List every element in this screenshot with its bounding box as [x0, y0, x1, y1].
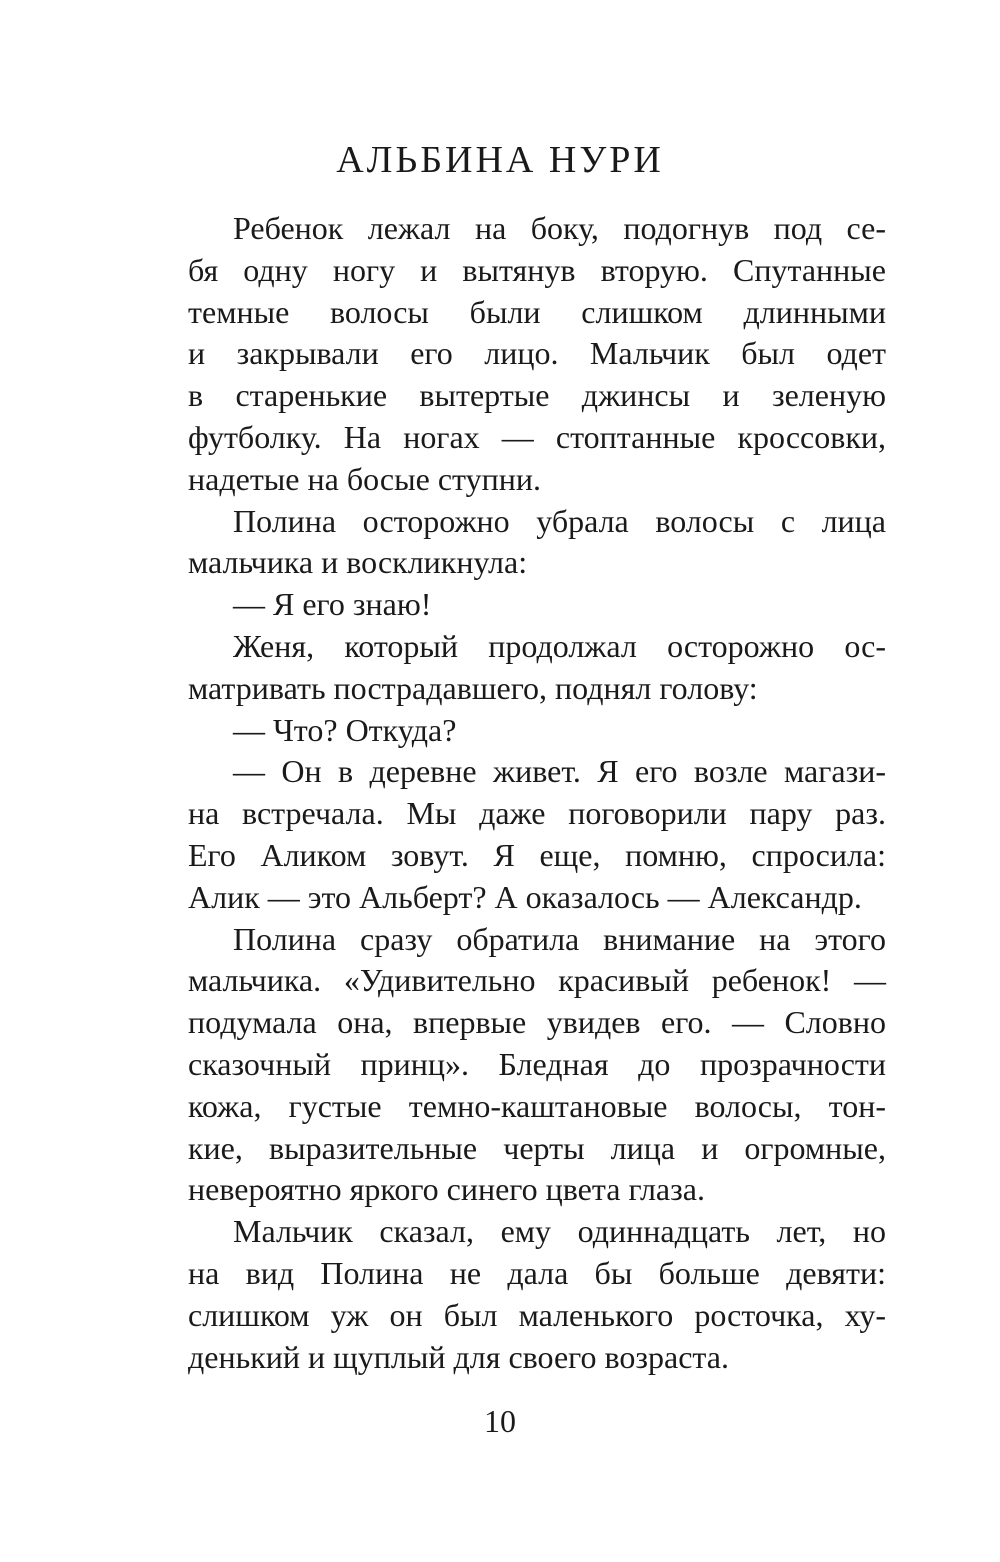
text-line: невероятно яркого синего цвета глаза.: [188, 1171, 705, 1208]
text-line: мальчика и воскликнула:: [188, 544, 528, 581]
text-line: на вид Полина не дала бы больше девяти:: [188, 1254, 886, 1291]
text-line: Женя, который продолжал осторожно ос-: [233, 627, 886, 664]
text-line: — Что? Откуда?: [233, 711, 457, 748]
text-line: слишком уж он был маленького росточка, ху-: [188, 1296, 886, 1333]
paragraph: [188, 710, 886, 752]
text-line: Алик — это Альберт? А оказалось — Александр.: [188, 878, 862, 915]
text-line: Полина осторожно убрала волосы с лица: [233, 502, 886, 539]
text-line: на встречала. Мы даже поговорили пару раз.: [188, 795, 886, 832]
text-line: и закрывали его лицо. Мальчик был одет: [188, 335, 886, 372]
paragraph: [188, 1211, 886, 1378]
text-line: — Он в деревне живет. Я его возле магази-: [233, 753, 886, 790]
paragraph: [188, 501, 886, 585]
paragraph: [188, 626, 886, 710]
text-line: Ребенок лежал на боку, подогнув под се-: [233, 210, 886, 246]
text-line: надетые на босые ступни.: [188, 460, 541, 497]
running-header: АЛЬБИНА НУРИ: [336, 139, 664, 181]
page-number: 10: [484, 1403, 516, 1439]
text-line: Полина сразу обратила внимание на этого: [233, 920, 886, 957]
text-line: подумала она, впервые увидев его. — Словно: [188, 1004, 886, 1041]
text-line: кие, выразительные черты лица и огромные,: [188, 1129, 886, 1166]
text-line: Мальчик сказал, ему одиннадцать лет, но: [233, 1213, 886, 1250]
text-line: кожа, густые темно-каштановые волосы, тон-: [188, 1087, 886, 1124]
body-text: [188, 208, 886, 1378]
text-line: темные волосы были слишком длинными: [188, 293, 886, 330]
text-line: футболку. На ногах — стоптанные кроссовки,: [188, 418, 886, 455]
paragraph: [188, 584, 886, 626]
paragraph: [188, 919, 886, 1212]
text-line: денький и щуплый для своего возраста.: [188, 1338, 729, 1375]
text-line: Его Аликом зовут. Я еще, помню, спросила:: [188, 836, 886, 873]
text-line: матривать пострадавшего, поднял голову:: [188, 669, 758, 706]
text-line: — Я его знаю!: [233, 586, 432, 623]
paragraph: [188, 751, 886, 918]
text-line: в старенькие вытертые джинсы и зеленую: [188, 377, 886, 414]
text-line: мальчика. «Удивительно красивый ребенок! —: [188, 962, 886, 999]
text-line: сказочный принц». Бледная до прозрачности: [188, 1045, 886, 1082]
text-line: бя одну ногу и вытянув вторую. Спутанные: [188, 251, 886, 288]
paragraph: [188, 208, 886, 501]
